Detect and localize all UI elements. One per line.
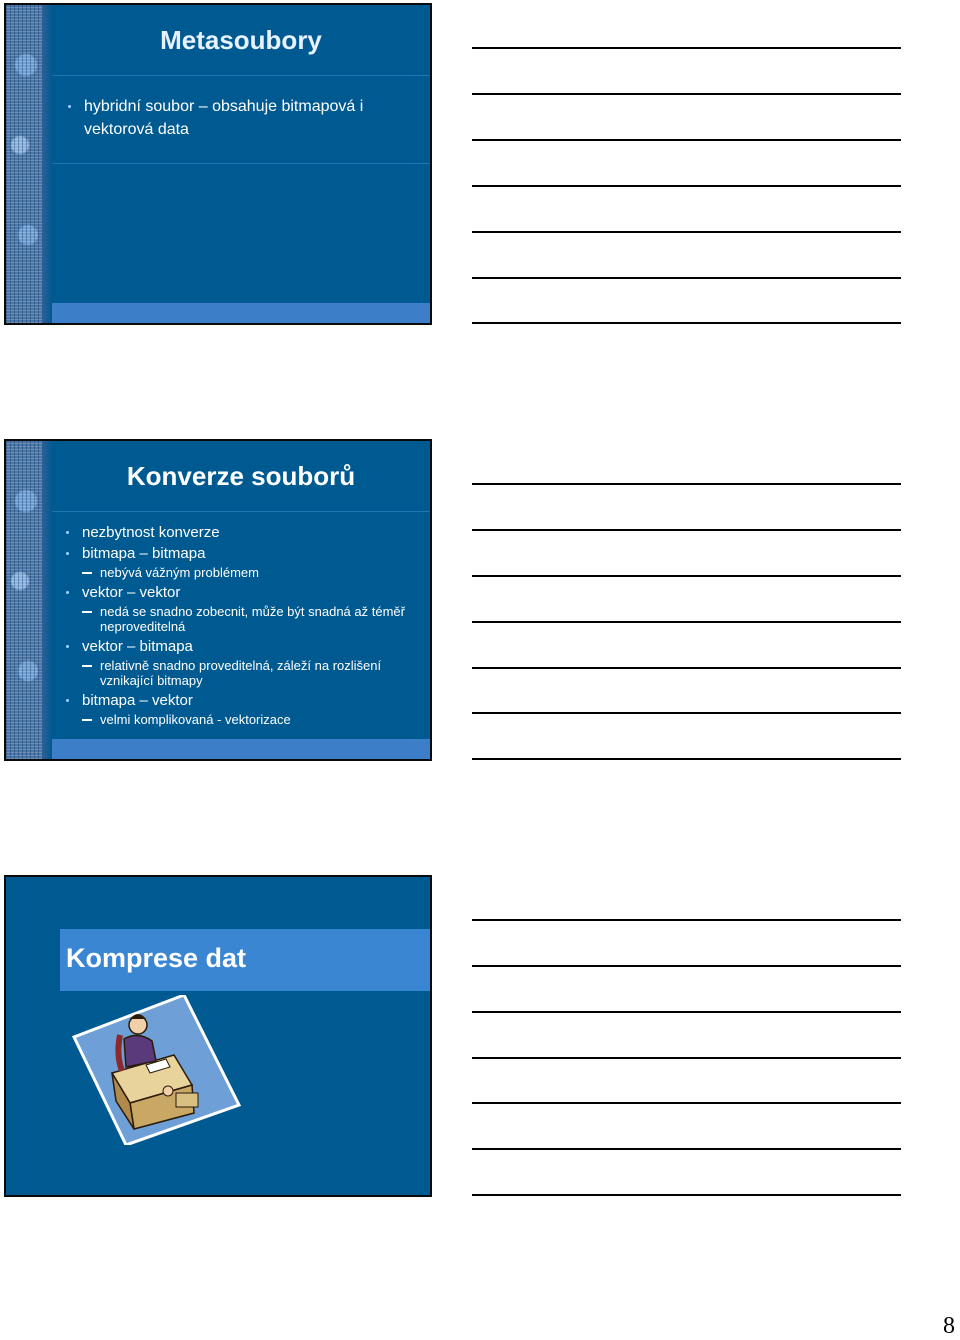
sub-bullet-item: nebývá vážným problémem xyxy=(62,565,424,580)
note-line xyxy=(472,93,901,95)
slide-texture-edge xyxy=(42,441,52,759)
content-divider xyxy=(52,163,430,164)
title-divider xyxy=(52,75,430,76)
bullet-list xyxy=(62,95,424,143)
slide-bottom-band xyxy=(52,739,430,759)
note-line xyxy=(472,139,901,141)
note-line xyxy=(472,965,901,967)
page-number: 8 xyxy=(943,1313,955,1339)
slide-texture-strip xyxy=(6,5,42,323)
sub-bullet-item: velmi komplikovaná - vektorizace xyxy=(62,712,424,727)
title-band xyxy=(60,929,430,991)
bullet-list xyxy=(62,523,424,730)
bullet-item: nezbytnost konverze xyxy=(62,523,424,542)
slide-komprese-dat xyxy=(4,875,432,1197)
bullet-item: bitmapa – vektor xyxy=(62,691,424,710)
slide-title: Metasoubory xyxy=(160,25,322,55)
note-line xyxy=(472,1057,901,1059)
note-line xyxy=(472,483,901,485)
office-worker-clipart-icon xyxy=(64,995,254,1145)
slide-bottom-band xyxy=(52,303,430,323)
note-line xyxy=(472,667,901,669)
slide-texture-strip xyxy=(6,441,42,759)
bullet-item: hybridní soubor – obsahuje bitmapová i vektorová data xyxy=(62,95,424,141)
slide-texture-edge xyxy=(42,5,52,323)
note-line xyxy=(472,322,901,324)
note-line xyxy=(472,185,901,187)
note-line xyxy=(472,575,901,577)
slide-title: Komprese dat xyxy=(66,943,247,973)
slide-konverze-souboru xyxy=(4,439,432,761)
slide-title: Konverze souborů xyxy=(126,461,356,491)
note-line xyxy=(472,1102,901,1104)
bullet-item: bitmapa – bitmapa xyxy=(62,544,424,563)
note-line xyxy=(472,47,901,49)
note-line xyxy=(472,529,901,531)
note-line xyxy=(472,231,901,233)
title-divider xyxy=(52,511,430,512)
sub-bullet-item: nedá se snadno zobecnit, může být snadná až téměř neproveditelná xyxy=(62,604,424,634)
note-line xyxy=(472,1194,901,1196)
bullet-item: vektor – vektor xyxy=(62,583,424,602)
slide-metasoubory xyxy=(4,3,432,325)
note-line xyxy=(472,758,901,760)
note-line xyxy=(472,919,901,921)
note-line xyxy=(472,1148,901,1150)
note-line xyxy=(472,1011,901,1013)
note-line xyxy=(472,277,901,279)
note-line xyxy=(472,621,901,623)
sub-bullet-item: relativně snadno proveditelná, záleží na rozlišení vznikající bitmapy xyxy=(62,658,424,688)
note-line xyxy=(472,712,901,714)
bullet-item: vektor – bitmapa xyxy=(62,637,424,656)
